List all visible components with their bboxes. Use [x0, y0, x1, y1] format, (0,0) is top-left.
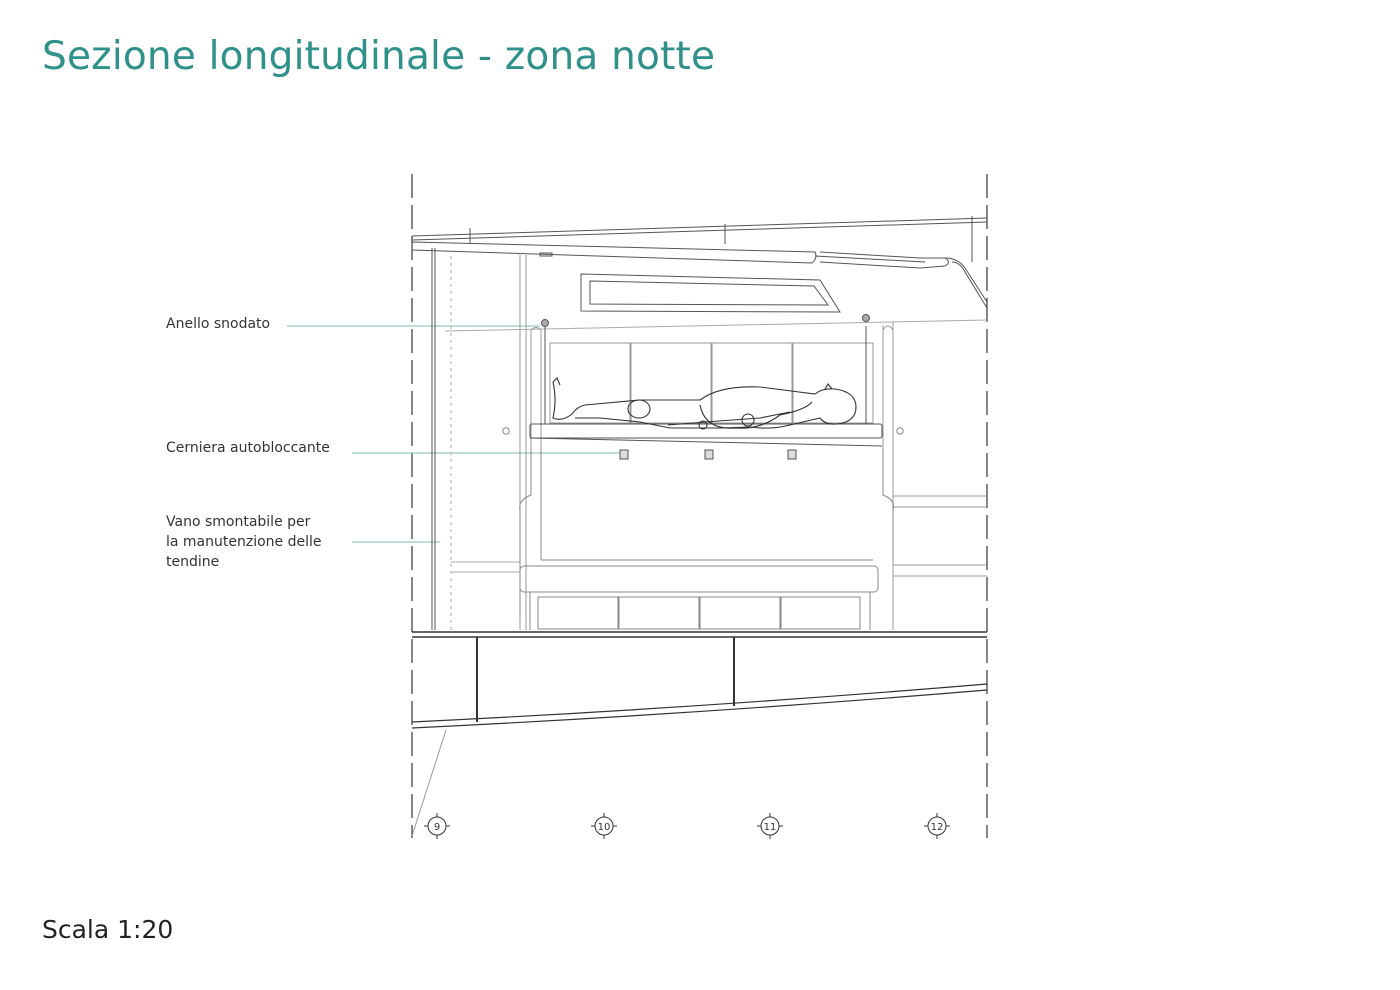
scale-label: Scala 1:20 — [42, 915, 174, 944]
cabin-top — [412, 216, 987, 308]
human-figure — [553, 378, 856, 429]
frame-marker-9-label: 9 — [433, 822, 441, 833]
label-anello-snodato: Anello snodato — [166, 316, 271, 332]
label-vano-line-1: Vano smontabile per — [166, 514, 311, 530]
label-vano-line-2: la manutenzione delle — [166, 534, 322, 550]
porthole — [581, 274, 840, 312]
label-cerniera-autobloccante: Cerniera autobloccante — [166, 440, 330, 456]
hinges — [620, 450, 796, 459]
section-boundaries — [412, 174, 987, 838]
left-bulkhead — [432, 248, 987, 630]
folding-berth — [530, 315, 882, 447]
label-vano-line-3: tendine — [166, 554, 220, 570]
frame-marker-10-label: 10 — [597, 822, 611, 833]
lower-bench — [520, 448, 894, 630]
page-title: Sezione longitudinale - zona notte — [42, 34, 716, 79]
floor-structure — [412, 632, 987, 836]
leader-lines — [287, 326, 622, 542]
headboard-panels — [531, 326, 893, 495]
right-wardrobe — [883, 322, 987, 630]
frame-marker-11-label: 11 — [763, 822, 777, 833]
frame-marker-12-label: 12 — [930, 822, 944, 833]
